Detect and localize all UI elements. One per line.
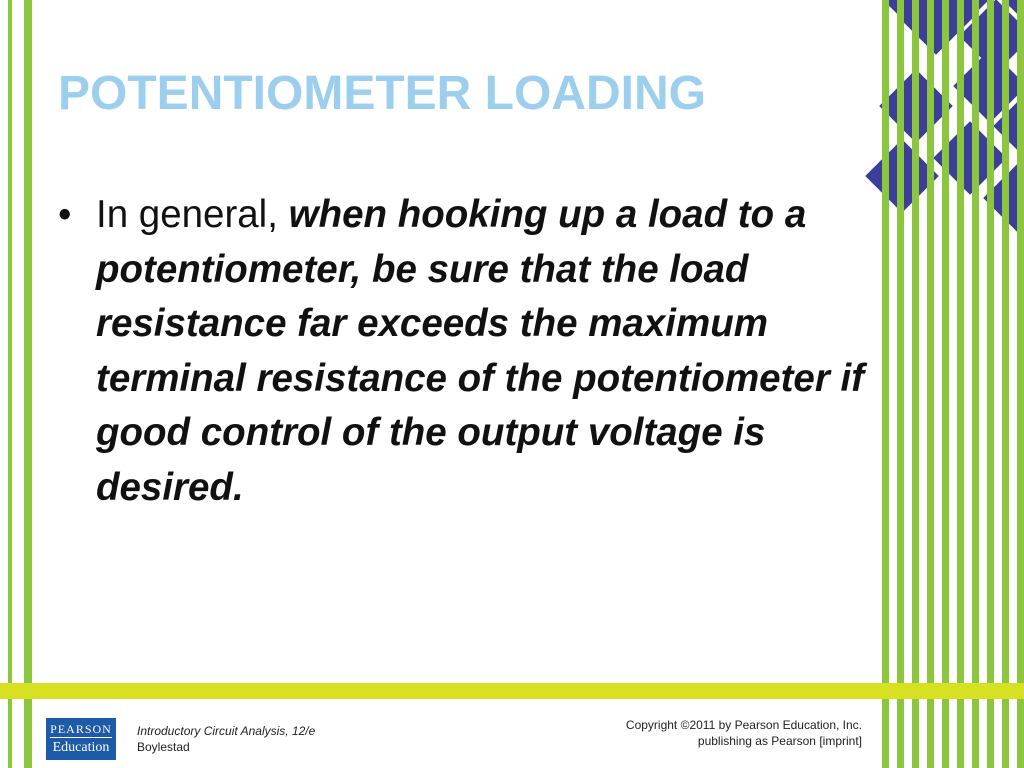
right-stripe bbox=[882, 0, 889, 768]
left-stripe bbox=[24, 0, 32, 768]
bullet-text bbox=[96, 188, 868, 515]
copyright-line2: publishing as Pearson [imprint] bbox=[697, 734, 862, 748]
right-stripe bbox=[912, 0, 919, 768]
bullet-lead: In general, bbox=[96, 193, 289, 236]
copyright-line1: Copyright ©2011 by Pearson Education, Inc. bbox=[625, 718, 862, 732]
logo-line2: Education bbox=[52, 740, 110, 755]
right-stripe bbox=[942, 0, 949, 768]
right-stripe bbox=[987, 0, 994, 768]
book-title: Introductory Circuit Analysis, 12/e bbox=[137, 724, 316, 738]
right-stripe bbox=[897, 0, 904, 768]
slide-body bbox=[58, 188, 868, 515]
right-stripe bbox=[927, 0, 934, 768]
logo-line1: PEARSON bbox=[50, 718, 112, 738]
right-stripe bbox=[972, 0, 979, 768]
footer bbox=[0, 700, 1024, 768]
left-stripe bbox=[8, 0, 12, 768]
right-stripe bbox=[957, 0, 964, 768]
right-stripe bbox=[1017, 0, 1024, 768]
copyright bbox=[626, 717, 862, 749]
bullet-item bbox=[58, 188, 868, 515]
bullet-mark: • bbox=[58, 193, 72, 236]
slide-title: POTENTIOMETER LOADING bbox=[58, 67, 706, 120]
right-stripe bbox=[1002, 0, 1009, 768]
right-decoration bbox=[866, 0, 1024, 768]
book-author: Boylestad bbox=[137, 740, 190, 754]
book-info bbox=[137, 723, 315, 755]
pearson-logo bbox=[46, 718, 116, 760]
footer-band bbox=[0, 683, 1024, 699]
bullet-emphasis: when hooking up a load to a potentiometer, be sure that the load resistance far exceeds the maximum terminal resistance of the potentiometer if good control of the output voltage is desired. bbox=[96, 193, 865, 509]
